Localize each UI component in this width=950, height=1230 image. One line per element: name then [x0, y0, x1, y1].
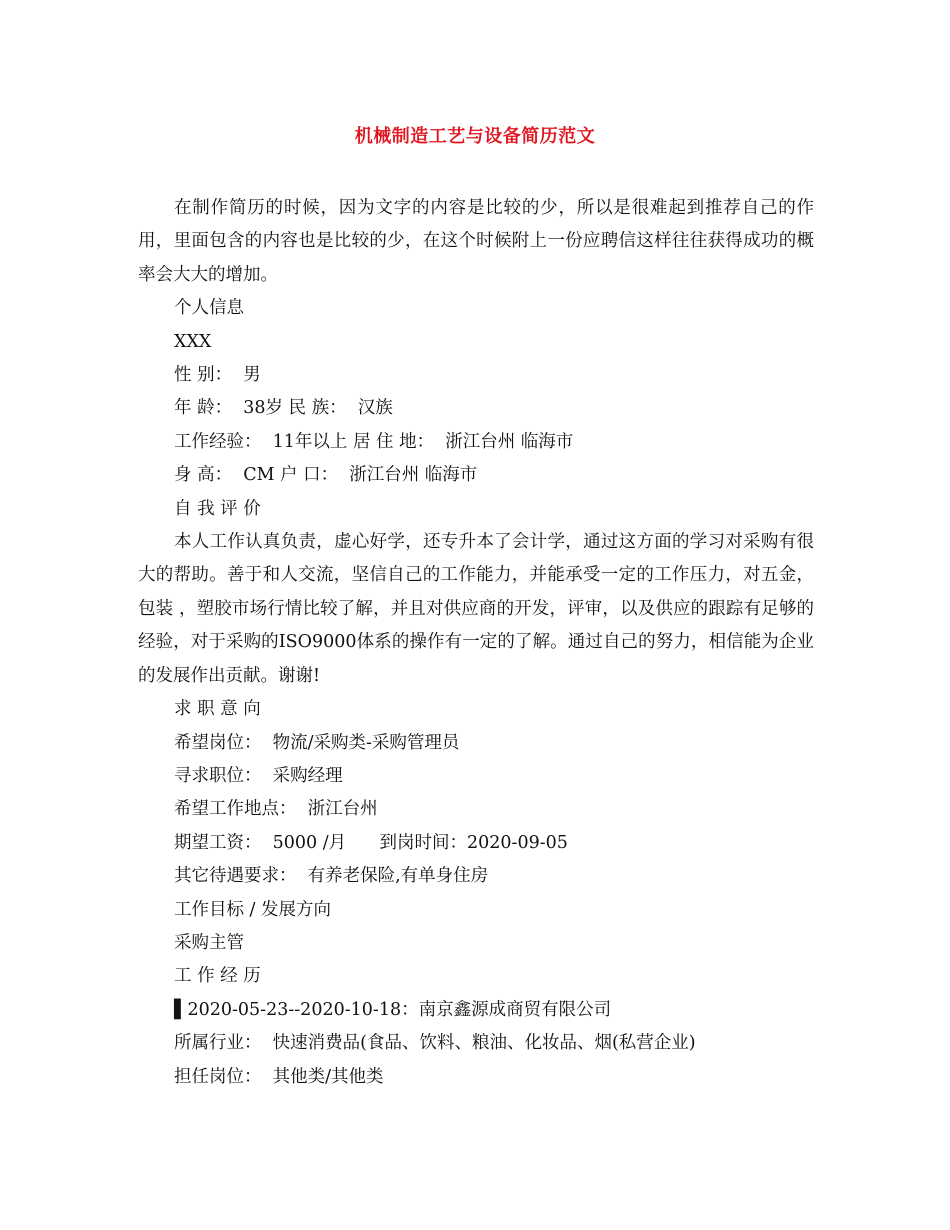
- document-title: 机械制造工艺与设备简历范文: [354, 126, 596, 147]
- post-line: 担任岗位： 其他类/其他类: [174, 1066, 384, 1087]
- work-goal-heading: 工作目标 / 发展方向: [174, 899, 332, 920]
- gender-line: 性 别： 男: [174, 365, 261, 386]
- intro-paragraph: 在制作简历的时候，因为文字的内容是比较的少，所以是很难起到推荐自己的作用，里面包含的内容也是比较的少，在这个时候附上一份应聘信这样往往获得成功的概率会大大的增加。: [138, 198, 814, 285]
- applicant-name: XXX: [174, 331, 212, 352]
- self-evaluation-paragraph: 本人工作认真负责，虚心好学，还专升本了会计学，通过这方面的学习对采购有很大的帮助。善于和人交流，坚信自己的工作能力，并能承受一定的工作压力，对五金，包装 ，塑胶市场行情比较了解，并且对供应商的开发，评审，以及供应的跟踪有足够的经验，对于采购的ISO9000体系的操作有一定的了解。通过自己的努力，相信能为企业的发展作出贡献。谢谢!: [138, 532, 814, 686]
- desired-location-line: 希望工作地点： 浙江台州: [174, 799, 378, 820]
- age-ethnicity-line: 年 龄： 38岁 民 族： 汉族: [174, 398, 393, 419]
- document-body: [138, 192, 814, 1094]
- industry-line: 所属行业： 快速消费品(食品、饮料、粮油、化妆品、烟(私营企业): [174, 1033, 696, 1054]
- work-goal-line: 采购主管: [174, 932, 244, 953]
- personal-info-heading: 个人信息: [174, 298, 244, 319]
- height-hukou-line: 身 高： CM 户 口： 浙江台州 临海市: [174, 465, 478, 486]
- sought-position-line: 寻求职位： 采购经理: [174, 765, 343, 786]
- self-evaluation-heading: 自 我 评 价: [174, 498, 261, 519]
- work-history-heading: 工 作 经 历: [174, 966, 261, 987]
- job-intention-heading: 求 职 意 向: [174, 699, 261, 720]
- experience-residence-line: 工作经验： 11年以上 居 住 地： 浙江台州 临海市: [174, 431, 574, 452]
- work-entry-line: ▌2020-05-23--2020-10-18：南京鑫源成商贸有限公司: [174, 999, 612, 1020]
- salary-arrival-line: 期望工资： 5000 /月 到岗时间：2020-09-05: [174, 832, 568, 853]
- other-benefits-line: 其它待遇要求： 有养老保险,有单身住房: [174, 866, 489, 887]
- desired-post-line: 希望岗位： 物流/采购类-采购管理员: [174, 732, 460, 753]
